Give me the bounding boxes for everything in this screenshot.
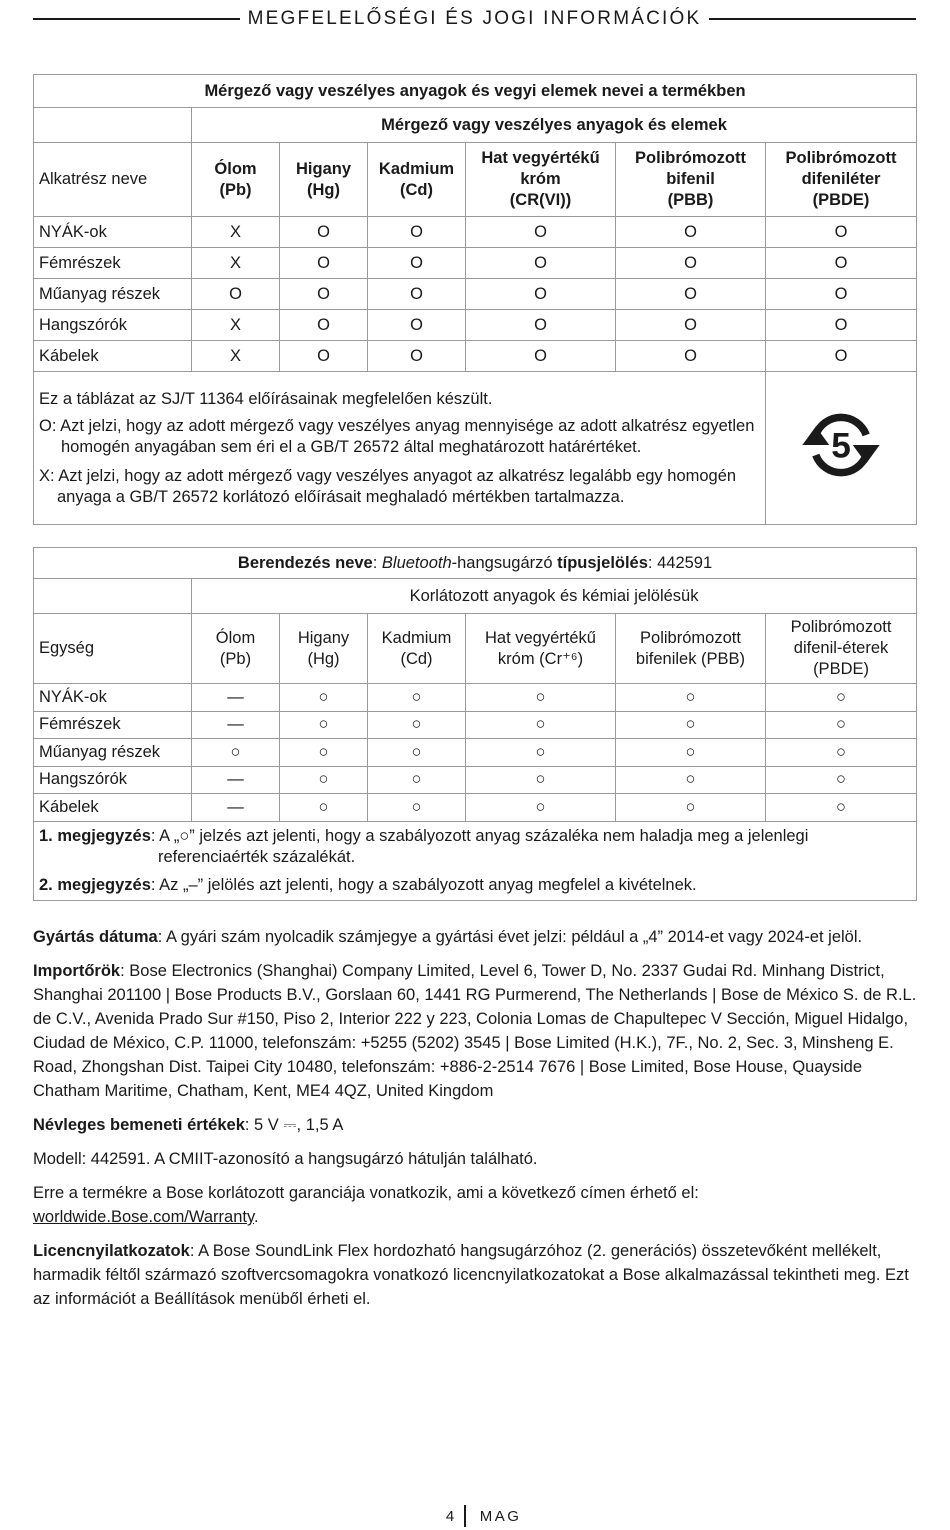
row-name: Hangszórók [34,310,192,341]
table2-col-header: Polibrómozott difenil-éterek (PBDE) [766,614,917,684]
page-footer [0,1503,950,1529]
table1-col-header: Polibrómozott bifenil (PBB) [616,143,766,217]
body-paragraphs [33,925,918,1321]
cell-value: ○ [280,766,368,794]
row-name: NYÁK-ok [34,217,192,248]
note-o: O: Azt jelzi, hogy az adott mérgező vagy veszélyes anyag mennyisége az adott alkatrész egyetlen homogén anyagában sem éri el a GB/T 26572 által meghatározott határértéket. [39,416,755,456]
table-row [34,684,917,712]
cell-value: X [192,310,280,341]
table1-col-header: Kadmium (Cd) [368,143,466,217]
row-name: Fémrészek [34,248,192,279]
cell-value: ○ [766,794,917,822]
header-rule-right [709,18,916,20]
cell-value: O [466,279,616,310]
cell-value: ○ [466,711,616,739]
note-1: 1. megjegyzés: A „○” jelzés azt jelenti, hogy a szabályozott anyag százaléka nem haladja meg a jelenlegi referenciaérték százalékát. [39,826,809,866]
table2-title: Berendezés neve: Bluetooth-hangsugárzó típusjelölés: 442591 [34,548,917,579]
table-row [34,279,917,310]
cell-value: O [616,279,766,310]
cell-value: ○ [368,739,466,767]
page-number: 4 [445,1507,455,1525]
model-paragraph: Modell: 442591. A CMIIT-azonosító a hangsugárzó hátulján található. [33,1150,538,1168]
cell-value: ○ [766,766,917,794]
table-row [34,711,917,739]
cell-value: O [192,279,280,310]
cell-value: ○ [280,794,368,822]
input-rating-paragraph: Névleges bemeneti értékek: 5 V ⎓, 1,5 A [33,1116,344,1134]
table-row [34,794,917,822]
cell-value: ○ [368,684,466,712]
cell-value: ○ [280,739,368,767]
header-rule-left [33,18,240,20]
table1-first-col-header: Alkatrész neve [34,143,192,217]
cell-value: — [192,711,280,739]
license-paragraph: Licencnyilatkozatok: A Bose SoundLink Flex hordozható hangsugárzóhoz (2. generációs) összetevőként mellékelt, harmadik féltől származó szoftvercsomagokra vonatkozó licencnyilatkozatokat a Bose alkalmazással tekintheti meg. Ezt az információt a Beállítások menüből érheti el. [33,1242,909,1308]
cell-value: — [192,766,280,794]
cell-value: O [466,341,616,372]
table-row [34,248,917,279]
note-2: 2. megjegyzés: Az „–” jelölés azt jelenti, hogy a szabályozott anyag megfelel a kivételnek. [39,875,697,894]
table1-notes [34,372,766,525]
row-name: Műanyag részek [34,739,192,767]
cell-value: O [616,310,766,341]
table2-col-header: Higany (Hg) [280,614,368,684]
table2-col-header: Hat vegyértékű króm (Cr⁺⁶) [466,614,616,684]
row-name: NYÁK-ok [34,684,192,712]
cell-value: ○ [466,794,616,822]
cell-value: X [192,341,280,372]
cell-value: ○ [616,794,766,822]
cell-value: ○ [766,739,917,767]
cell-value: O [368,279,466,310]
table-row [34,310,917,341]
cell-value: ○ [466,766,616,794]
table1-col-header: Polibrómozott difeniléter (PBDE) [766,143,917,217]
row-name: Kábelek [34,794,192,822]
table1-col-header: Higany (Hg) [280,143,368,217]
warranty-paragraph: Erre a termékre a Bose korlátozott garanciája vonatkozik, ami a következő címen érhető el: worldwide.Bose.com/Warranty. [33,1184,699,1226]
cell-value: ○ [766,711,917,739]
row-name: Fémrészek [34,711,192,739]
table1-title: Mérgező vagy veszélyes anyagok és vegyi elemek nevei a termékben [34,75,917,108]
cell-value: ○ [616,739,766,767]
table1-col-header: Ólom (Pb) [192,143,280,217]
table-row [34,341,917,372]
note-standard: Ez a táblázat az SJ/T 11364 előírásainak megfelelően készült. [39,389,493,408]
table2-col-header: Kadmium (Cd) [368,614,466,684]
cell-value: O [368,248,466,279]
table1-col-header: Hat vegyértékű króm (CR(VI)) [466,143,616,217]
cell-value: O [368,310,466,341]
restricted-substances-table [33,547,917,901]
table2-notes [34,821,917,900]
cell-value: X [192,248,280,279]
hazardous-substances-table [33,74,917,525]
importers-paragraph: Importőrök: Bose Electronics (Shanghai) Company Limited, Level 6, Tower D, No. 2337 Gudai Rd. Minhang District, Shanghai 201100 | Bose Products B.V., Gorslaan 60, 1441 RG Purmerend, The Netherlands | Bose de México S. de R.L. de C.V., Avenida Prado Sur #150, Piso 2, Interior 222 y 223, Colonia Lomas de Chapultepec V Sección, Miguel Hidalgo, Ciudad de México, C.P. 11000, telefonszám: +5255 (5202) 3545 | Bose Limited (H.K.), 7F., No. 2, Sec. 3, Minsheng E. Road, Zhongshan Dist. Taipei City 10480, telefonszám: +886-2-2514 7676 | Bose Limited, Bose House, Quayside Chatham Maritime, Chatham, Kent, ME4 4QZ, United Kingdom [33,962,917,1100]
table-row [34,739,917,767]
row-name: Kábelek [34,341,192,372]
cell-value: O [466,310,616,341]
efup-logo-cell [766,372,917,525]
page-header [33,6,916,32]
page-title: MEGFELELŐSÉGI ÉS JOGI INFORMÁCIÓK [247,8,702,29]
efup-5-recycling-icon [799,403,883,487]
table1-empty-cell [34,108,192,143]
table-row [34,217,917,248]
table2-group-header: Korlátozott anyagok és kémiai jelölésük [192,579,917,614]
cell-value: ○ [368,766,466,794]
table1-group-header: Mérgező vagy veszélyes anyagok és elemek [192,108,917,143]
cell-value: ○ [280,711,368,739]
cell-value: ○ [766,684,917,712]
cell-value: ○ [368,794,466,822]
cell-value: ○ [616,766,766,794]
cell-value: O [466,248,616,279]
row-name: Hangszórók [34,766,192,794]
cell-value: ○ [192,739,280,767]
table2-empty-cell [34,579,192,614]
cell-value: ○ [616,711,766,739]
cell-value: O [616,341,766,372]
cell-value: O [368,217,466,248]
cell-value: O [616,217,766,248]
manufacture-date-paragraph: Gyártás dátuma: A gyári szám nyolcadik számjegye a gyártási évet jelzi: például a „4” 2014-et vagy 2024-et jelöl. [33,928,863,946]
cell-value: O [616,248,766,279]
cell-value: O [280,341,368,372]
cell-value: ○ [616,684,766,712]
row-name: Műanyag részek [34,279,192,310]
warranty-link[interactable]: worldwide.Bose.com/Warranty [33,1208,254,1226]
cell-value: ○ [466,739,616,767]
cell-value: O [280,248,368,279]
cell-value: O [368,341,466,372]
language-code: MAG [479,1507,522,1525]
cell-value: O [766,279,917,310]
cell-value: O [280,217,368,248]
table-row [34,766,917,794]
cell-value: — [192,794,280,822]
cell-value: — [192,684,280,712]
table2-col-header: Polibrómozott bifenilek (PBB) [616,614,766,684]
cell-value: ○ [280,684,368,712]
cell-value: O [466,217,616,248]
table2-first-col-header: Egység [34,614,192,684]
cell-value: O [766,248,917,279]
cell-value: O [766,341,917,372]
cell-value: O [766,217,917,248]
efup-number: 5 [831,426,851,466]
cell-value: X [192,217,280,248]
note-x: X: Azt jelzi, hogy az adott mérgező vagy veszélyes anyagot az alkatrész legalább egy homogén anyaga a GB/T 26572 korlátozó előírásait meghaladó mértékben tartalmazza. [39,466,737,506]
cell-value: ○ [368,711,466,739]
cell-value: ○ [466,684,616,712]
cell-value: O [280,310,368,341]
cell-value: O [766,310,917,341]
cell-value: O [280,279,368,310]
table2-col-header: Ólom (Pb) [192,614,280,684]
